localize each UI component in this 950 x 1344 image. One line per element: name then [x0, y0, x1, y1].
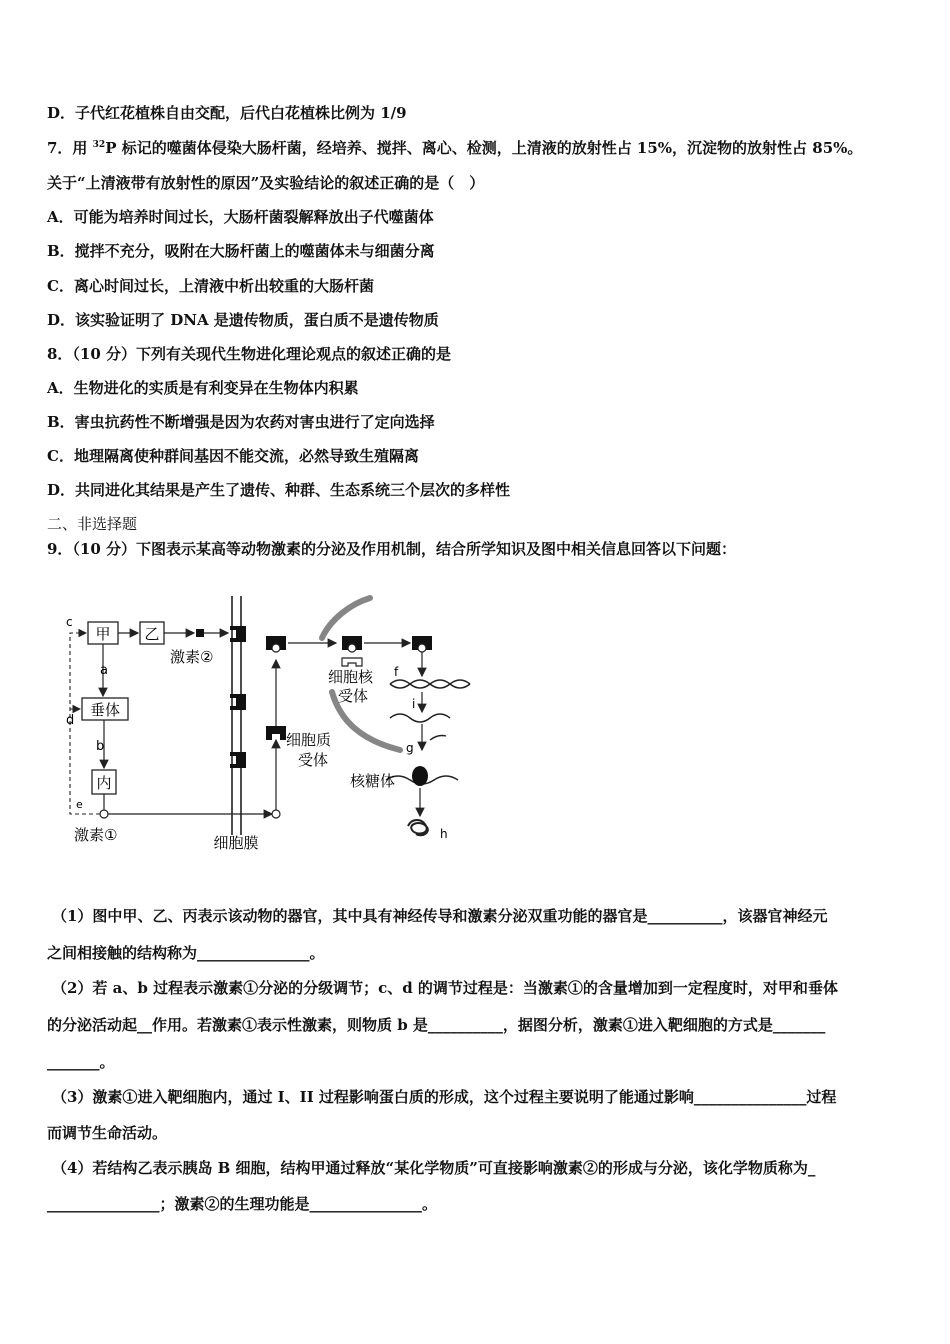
q8-option-d: D．共同进化其结果是产生了遗传、种群、生态系统三个层次的多样性	[47, 481, 511, 499]
q7-superscript: 32	[92, 140, 106, 150]
q6-option-d: D．子代红花植株自由交配，后代白花植株比例为 1/9	[47, 104, 407, 122]
label-nuclear-receptor-2: 受体	[338, 687, 369, 705]
q9-part1-line1: （1）图中甲、乙、丙表示该动物的器官，其中具有神经传导和激素分泌双重功能的器官是__________，该器官神经元	[52, 907, 828, 925]
hormone2-dot	[196, 629, 204, 637]
q7-number: 7．用	[47, 139, 93, 157]
label-jia: 甲	[95, 625, 111, 643]
label-hormone2: 激素②	[170, 648, 214, 666]
mrna-in-nucleus	[390, 714, 450, 722]
dna-strand-2	[390, 680, 470, 688]
label-hormone1: 激素①	[74, 826, 118, 844]
q8-option-b: B．害虫抗药性不断增强是因为农药对害虫进行了定向选择	[47, 413, 435, 431]
hormone1-inside-dot	[272, 810, 280, 818]
label-g: g	[406, 741, 414, 755]
nuclear-envelope-top	[322, 598, 370, 638]
q9-part3-line2: 而调节生命活动。	[47, 1124, 168, 1142]
label-nuclear-receptor-1: 细胞核	[328, 668, 374, 686]
cyto-receptor	[266, 726, 286, 740]
label-i: i	[412, 697, 416, 711]
q7-stem-line1	[47, 138, 862, 158]
label-c: c	[66, 615, 73, 629]
label-cyto-receptor-1: 细胞质	[286, 731, 332, 749]
section-heading: 二、非选择题	[47, 515, 138, 533]
label-h: h	[440, 827, 448, 841]
label-a: a	[100, 663, 108, 678]
label-membrane: 细胞膜	[213, 834, 259, 852]
hormone-mechanism-diagram	[60, 590, 480, 860]
bound-hormone-dot	[272, 644, 280, 652]
q9-stem: 9．（10 分）下图表示某高等动物激素的分泌及作用机制，结合所学知识及图中相关信息回答以下问题：	[47, 540, 737, 558]
q8-option-c: C．地理隔离使种群间基因不能交流，必然导致生殖隔离	[47, 447, 419, 465]
label-d: d	[66, 713, 75, 728]
label-yi: 乙	[144, 625, 160, 643]
hormone1-dot	[100, 810, 108, 818]
q7-stem-text: P 标记的噬菌体侵染大肠杆菌，经培养、搅拌、离心、检测，上清液的放射性占 15%，沉淀物的放射性占 85%。	[105, 139, 863, 157]
q7-option-b: B．搅拌不充分，吸附在大肠杆菌上的噬菌体未与细菌分离	[47, 242, 435, 260]
q7-option-a: A．可能为培养时间过长，大肠杆菌裂解释放出子代噬菌体	[47, 208, 434, 226]
q7-stem-line2: 关于“上清液带有放射性的原因”及实验结论的叙述正确的是（ ）	[47, 174, 485, 192]
q7-option-c: C．离心时间过长，上清液中析出较重的大肠杆菌	[47, 277, 374, 295]
dna-hormone-dot	[418, 644, 426, 652]
nuclear-receptor-empty	[342, 658, 362, 666]
label-ribosome: 核糖体	[350, 772, 396, 790]
q9-part4-line2: _______________；激素②的生理功能是_______________。	[47, 1195, 438, 1213]
label-nei: 内	[96, 774, 112, 792]
label-f: f	[394, 665, 399, 679]
q9-part1-line2: 之间相接触的结构称为_______________。	[47, 944, 325, 962]
q8-stem: 8．（10 分）下列有关现代生物进化理论观点的叙述正确的是	[47, 345, 452, 363]
q9-part2-line3: _______。	[47, 1053, 115, 1071]
q9-part3-line1: （3）激素①进入靶细胞内，通过 I、II 过程影响蛋白质的形成，这个过程主要说明了能通过影响_______________过程	[52, 1088, 837, 1106]
q9-part2-line2: 的分泌活动起__作用。若激素①表示性激素，则物质 b 是__________，据图分析，激素①进入靶细胞的方式是_______	[47, 1016, 826, 1034]
protein-product	[408, 820, 428, 835]
q8-option-a: A．生物进化的实质是有利变异在生物体内积累	[47, 379, 359, 397]
mrna-fragment	[430, 736, 446, 741]
label-b: b	[96, 739, 105, 754]
ribosome-shape	[412, 766, 428, 786]
nuclear-hormone-dot	[348, 644, 356, 652]
label-e: e	[76, 798, 83, 811]
q9-part2-line1: （2）若 a、b 过程表示激素①分泌的分级调节；c、d 的调节过程是：当激素①的含量增加到一定程度时，对甲和垂体	[52, 979, 838, 997]
label-cyto-receptor-2: 受体	[298, 751, 329, 769]
label-chuiti: 垂体	[89, 701, 121, 719]
q7-option-d: D．该实验证明了 DNA 是遗传物质，蛋白质不是遗传物质	[47, 311, 439, 329]
q9-part4-line1: （4）若结构乙表示胰岛 B 细胞，结构甲通过释放“某化学物质”可直接影响激素②的形成与分泌，该化学物质称为_	[52, 1159, 816, 1177]
